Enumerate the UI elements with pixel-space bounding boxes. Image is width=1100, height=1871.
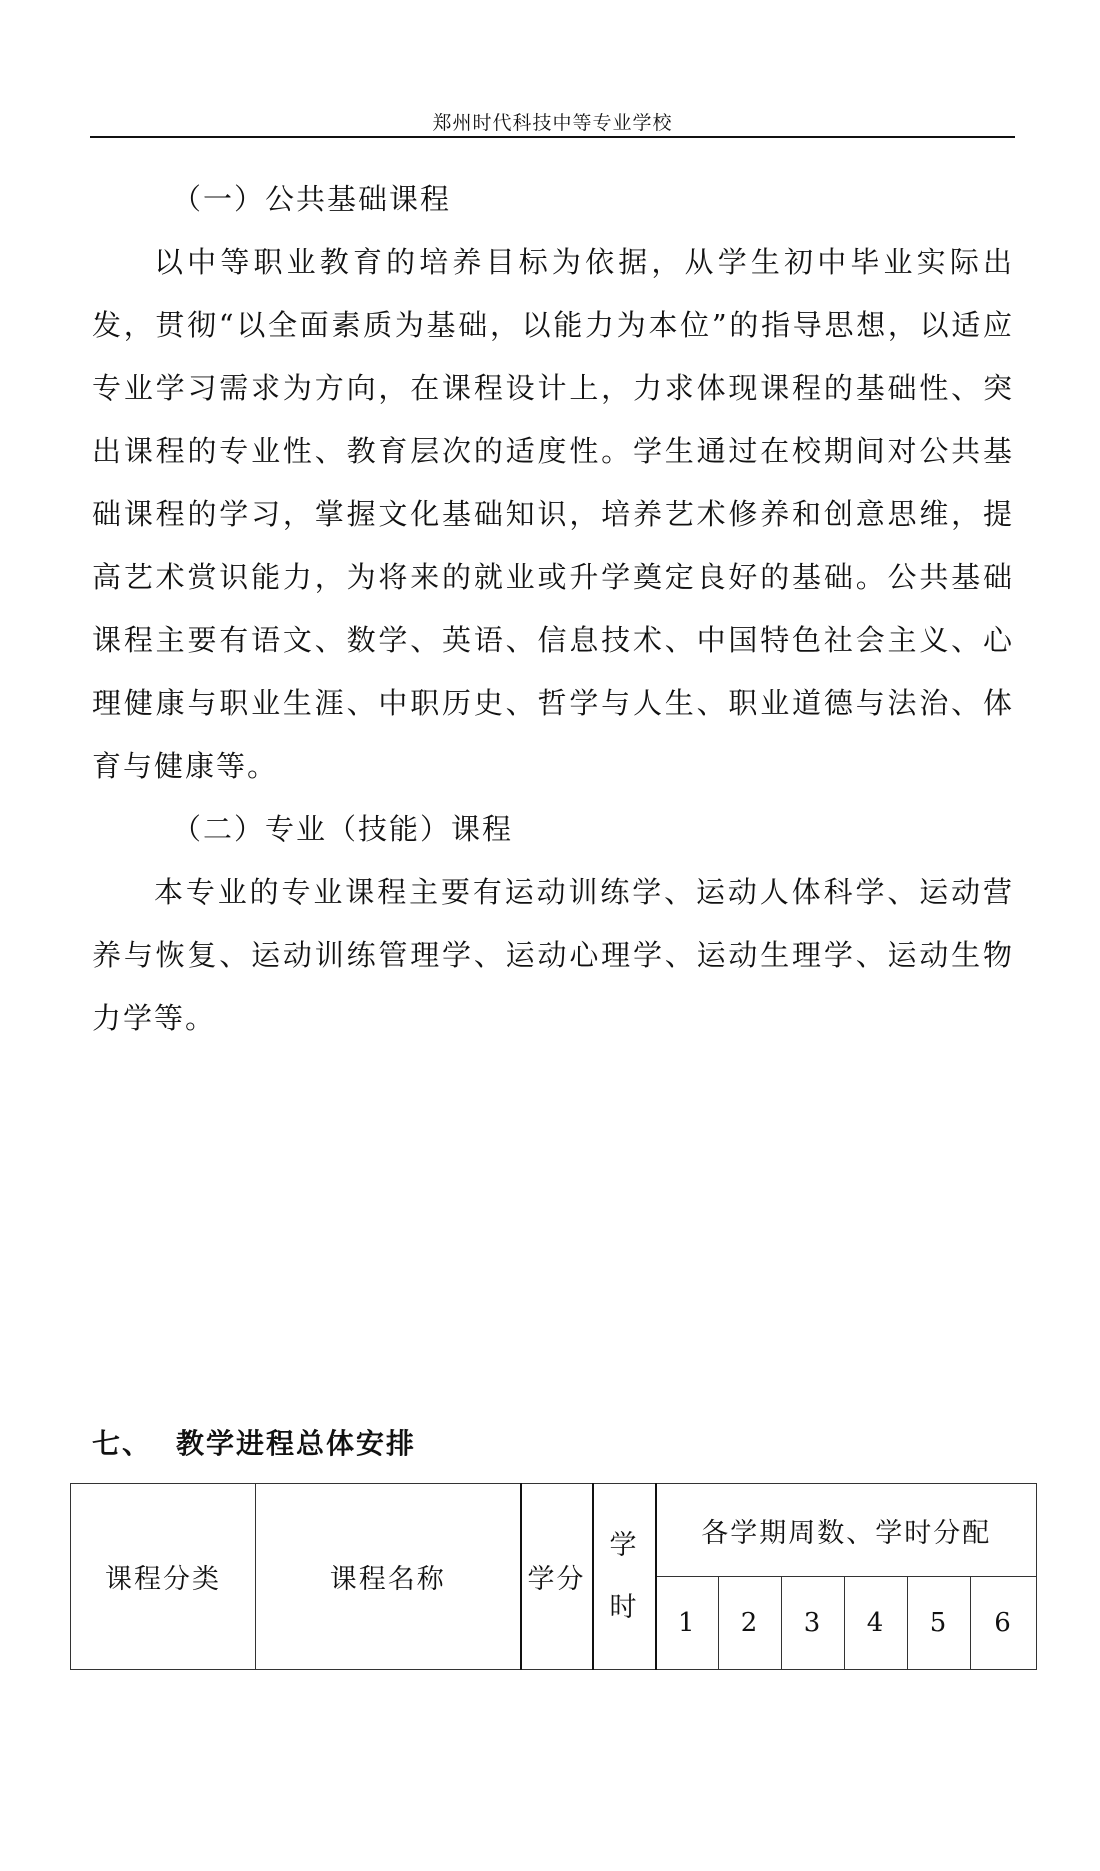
- header-divider: [90, 136, 1015, 138]
- public-courses-paragraph: 以中等职业教育的培养目标为依据，从学生初中毕业实际出发，贯彻“以全面素质为基础，以能力为本位”的指导思想，以适应专业学习需求为方向，在课程设计上，力求体现课程的基础性、突出课程的专业性、教育层次的适度性。学生通过在校期间对公共基础课程的学习，掌握文化基础知识，培养艺术修养和创意思维，提高艺术赏识能力，为将来的就业或升学奠定良好的基础。公共基础课程主要有语文、数学、英语、信息技术、中国特色社会主义、心理健康与职业生涯、中职历史、哲学与人生、职业道德与法治、体育与健康等。: [92, 245, 1014, 783]
- semester-4: 4: [845, 1577, 908, 1670]
- chapter-number: 七、: [92, 1427, 153, 1460]
- header-semester-allocation: 各学期周数、学时分配: [656, 1484, 1037, 1577]
- header-credits: 学分: [521, 1484, 593, 1670]
- teaching-schedule-table: [70, 1483, 1037, 1670]
- semester-2: 2: [719, 1577, 782, 1670]
- header-category: 课程分类: [71, 1484, 256, 1670]
- document-body: [92, 168, 1014, 1050]
- professional-courses-heading: （二）专业（技能）课程: [172, 812, 514, 846]
- semester-3: 3: [782, 1577, 845, 1670]
- page-header: 郑州时代科技中等专业学校: [432, 112, 673, 134]
- professional-courses-paragraph: 本专业的专业课程主要有运动训练学、运动人体科学、运动营养与恢复、运动训练管理学、运动心理学、运动生理学、运动生物力学等。: [92, 875, 1014, 1035]
- public-courses-heading: （一）公共基础课程: [172, 182, 452, 216]
- semester-6: 6: [971, 1577, 1037, 1670]
- semester-1: 1: [656, 1577, 719, 1670]
- header-hours: 学时: [593, 1484, 656, 1670]
- chapter-title: 教学进程总体安排: [176, 1427, 417, 1460]
- semester-5: 5: [908, 1577, 971, 1670]
- header-course-name: 课程名称: [256, 1484, 521, 1670]
- chapter-heading: [92, 1422, 416, 1462]
